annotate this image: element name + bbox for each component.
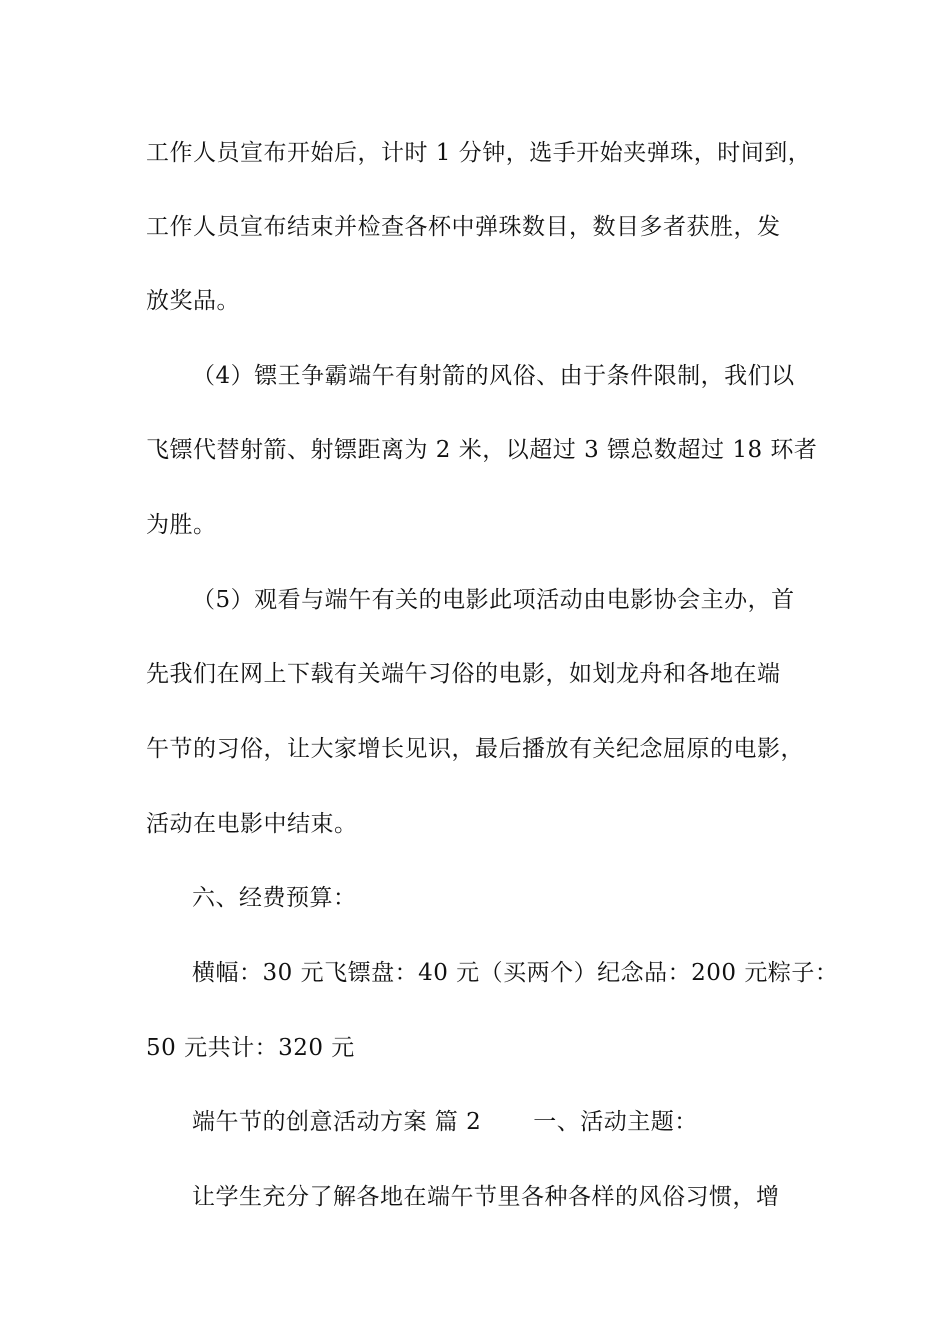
paragraph-line: 横幅：30 元飞镖盘：40 元（买两个）纪念品：200 元粽子： xyxy=(192,960,839,986)
paragraph-line: 让学生充分了解各地在端午节里各种各样的风俗习惯，增 xyxy=(192,1184,780,1210)
section-heading: 六、经费预算： xyxy=(192,885,357,911)
paragraph-line: （4）镖王争霸端午有射箭的风俗、由于条件限制，我们以 xyxy=(192,363,795,389)
document-heading-line xyxy=(192,1107,698,1137)
paragraph-line: 飞镖代替射箭、射镖距离为 2 米，以超过 3 镖总数超过 18 环者 xyxy=(146,437,818,463)
paragraph-line: 放奖品。 xyxy=(146,288,240,314)
paragraph-line: 午节的习俗，让大家增长见识，最后播放有关纪念屈原的电影， xyxy=(146,736,804,762)
paragraph-line: 先我们在网上下载有关端午习俗的电影，如划龙舟和各地在端 xyxy=(146,661,781,687)
paragraph-line: 工作人员宣布结束并检查各杯中弹珠数目，数目多者获胜，发 xyxy=(146,214,781,240)
section-heading: 一、活动主题： xyxy=(533,1109,698,1135)
paragraph-line: 工作人员宣布开始后，计时 1 分钟，选手开始夹弹珠，时间到， xyxy=(146,140,812,166)
paragraph-line: （5）观看与端午有关的电影此项活动由电影协会主办，首 xyxy=(192,587,795,613)
paragraph-line: 50 元共计：320 元 xyxy=(146,1035,355,1061)
document-title: 端午节的创意活动方案 篇 2 xyxy=(192,1109,482,1135)
paragraph-line: 活动在电影中结束。 xyxy=(146,811,358,837)
paragraph-line: 为胜。 xyxy=(146,512,217,538)
